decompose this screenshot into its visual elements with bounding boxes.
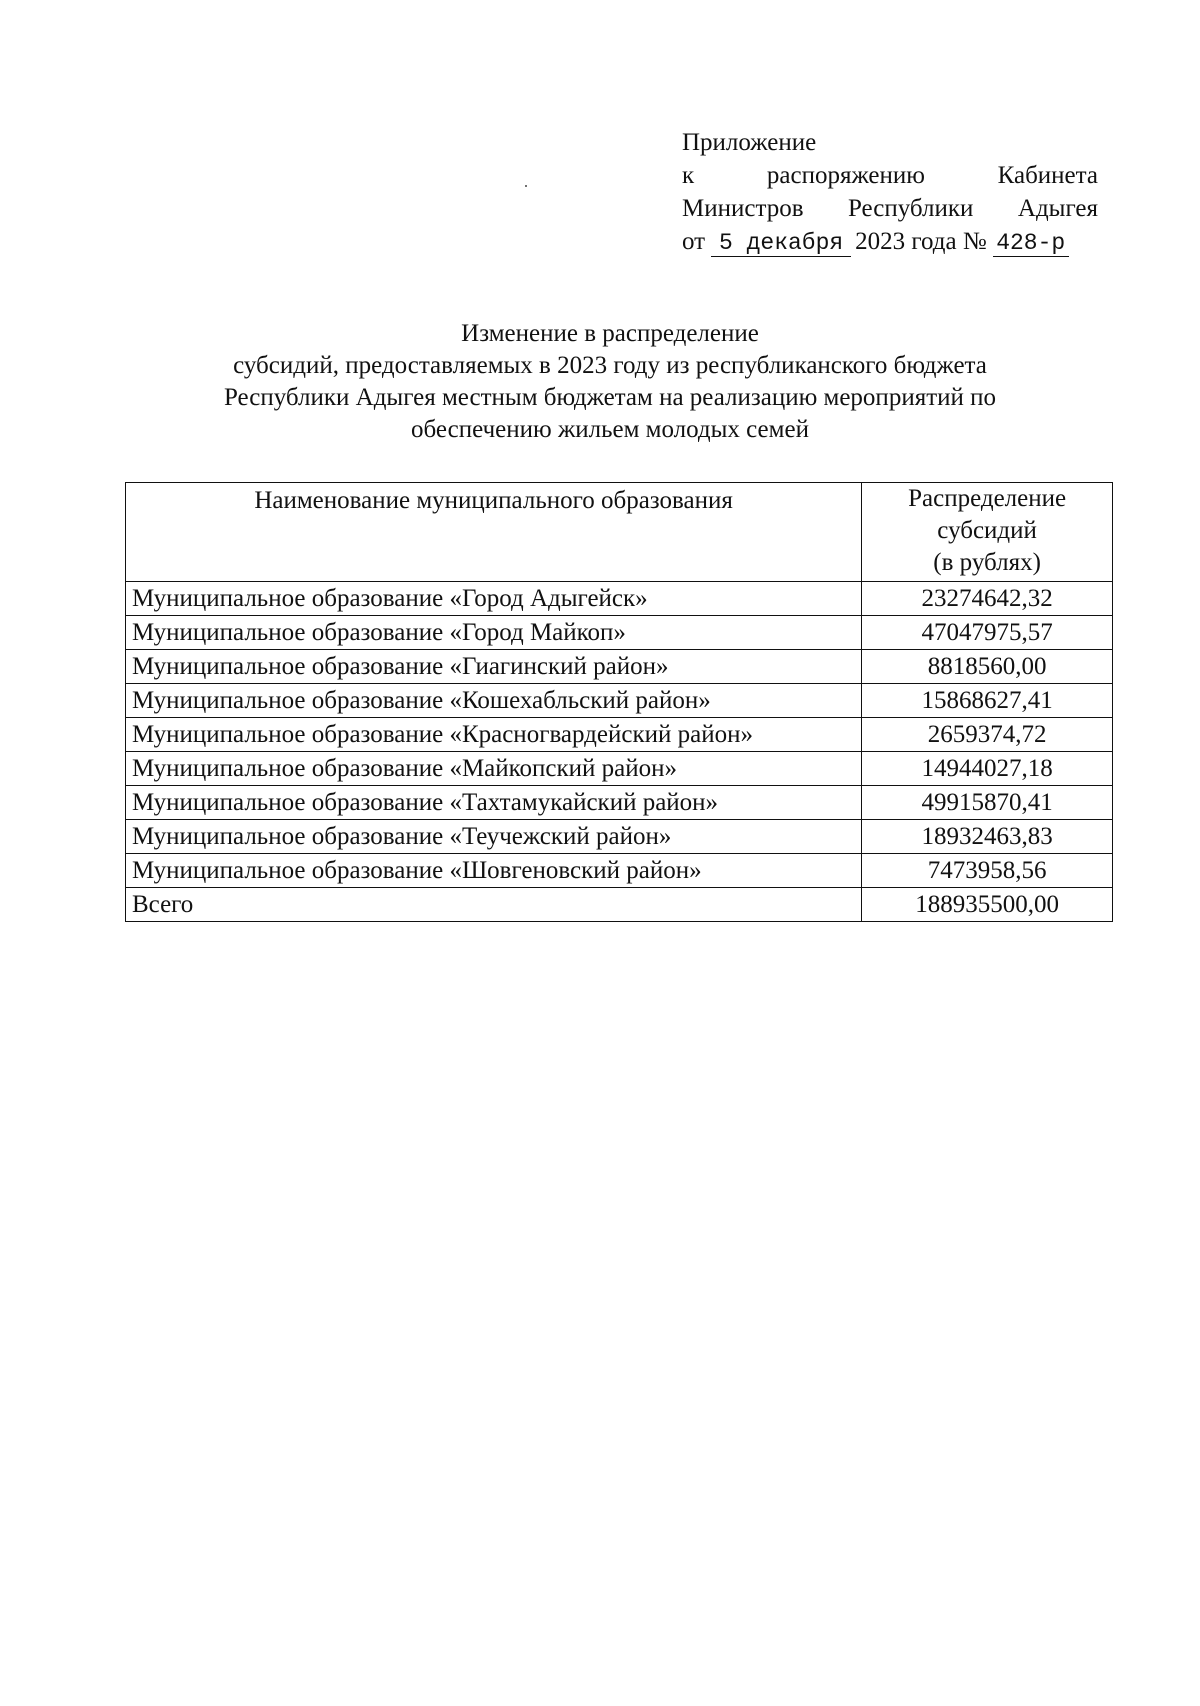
- table-row: [126, 616, 1113, 650]
- municipality-name: Муниципальное образование «Майкопский район»: [126, 752, 862, 786]
- appendix-line-3: [682, 192, 1098, 225]
- subsidy-amount: 18932463,83: [862, 820, 1113, 854]
- municipality-name: Муниципальное образование «Красногвардейский район»: [126, 718, 862, 752]
- header-amount: [862, 483, 1113, 582]
- total-amount: 188935500,00: [862, 888, 1113, 922]
- table-row: [126, 684, 1113, 718]
- subsidy-amount: 2659374,72: [862, 718, 1113, 752]
- municipality-name: Муниципальное образование «Тахтамукайский район»: [126, 786, 862, 820]
- subsidy-amount: 15868627,41: [862, 684, 1113, 718]
- title-line: субсидий, предоставляемых в 2023 году из республиканского бюджета: [233, 352, 987, 379]
- appendix-line-1: [682, 126, 1098, 159]
- header-name: Наименование муниципального образования: [126, 483, 862, 582]
- title-line: Изменение в распределение: [461, 320, 759, 347]
- total-label: Всего: [126, 888, 862, 922]
- appendix-line-2: [682, 159, 1098, 192]
- table-row: [126, 820, 1113, 854]
- municipality-name: Муниципальное образование «Теучежский район»: [126, 820, 862, 854]
- municipality-name: Муниципальное образование «Шовгеновский район»: [126, 854, 862, 888]
- table-row: [126, 582, 1113, 616]
- total-row: [126, 888, 1113, 922]
- subsidy-amount: 47047975,57: [862, 616, 1113, 650]
- municipality-name: Муниципальное образование «Гиагинский район»: [126, 650, 862, 684]
- table-row: [126, 786, 1113, 820]
- appendix-date-line: [682, 225, 1098, 258]
- title-line: обеспечению жильем молодых семей: [411, 416, 809, 443]
- appendix-block: [682, 126, 1098, 258]
- table-row: [126, 650, 1113, 684]
- appendix-word: Адыгея: [1017, 195, 1098, 222]
- subsidy-amount: 49915870,41: [862, 786, 1113, 820]
- appendix-word: распоряжению: [766, 162, 925, 189]
- table-header-row: [126, 483, 1113, 582]
- subsidy-amount: 23274642,32: [862, 582, 1113, 616]
- table-row: [126, 752, 1113, 786]
- municipality-name: Муниципальное образование «Город Адыгейск»: [126, 582, 862, 616]
- scan-speck: [525, 185, 527, 187]
- appendix-label: Приложение: [682, 129, 817, 156]
- document-title: [130, 318, 1090, 446]
- header-amount-line: Распределение: [908, 485, 1067, 512]
- subsidy-table: [125, 482, 1113, 922]
- subsidy-amount: 14944027,18: [862, 752, 1113, 786]
- header-amount-line: (в рублях): [933, 549, 1041, 576]
- municipality-name: Муниципальное образование «Город Майкоп»: [126, 616, 862, 650]
- table-row: [126, 854, 1113, 888]
- appendix-word: Министров: [682, 195, 804, 222]
- subsidy-amount: 7473958,56: [862, 854, 1113, 888]
- title-line: Республики Адыгея местным бюджетам на реализацию мероприятий по: [223, 384, 997, 411]
- header-amount-line: субсидий: [937, 517, 1037, 544]
- appendix-word: к: [682, 162, 695, 189]
- municipality-name: Муниципальное образование «Кошехабльский район»: [126, 684, 862, 718]
- date-field: 5 декабря: [711, 230, 851, 257]
- subsidy-amount: 8818560,00: [862, 650, 1113, 684]
- date-prefix: от: [682, 228, 706, 255]
- table-row: [126, 718, 1113, 752]
- year-text: 2023 года №: [855, 228, 987, 255]
- appendix-word: Республики: [847, 195, 974, 222]
- appendix-word: Кабинета: [997, 162, 1098, 189]
- order-number-field: 428-р: [993, 230, 1069, 257]
